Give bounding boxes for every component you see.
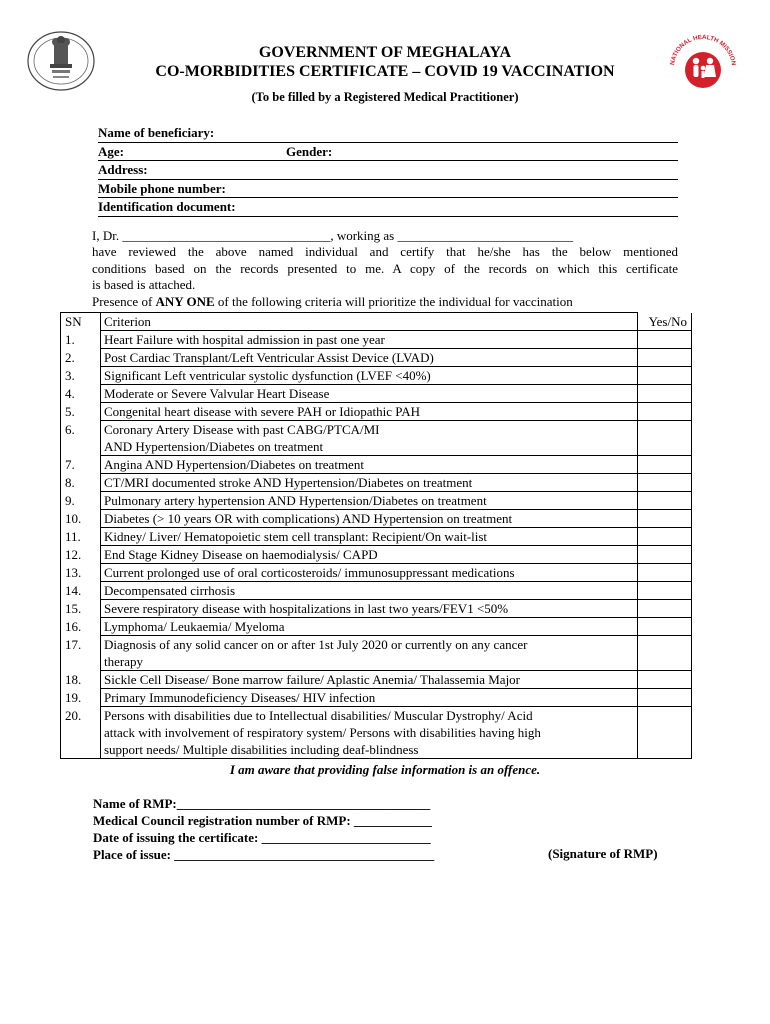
table-row [61,456,692,474]
criterion-cell [101,707,638,759]
criterion-cell [101,367,638,385]
beneficiary-fields [98,124,678,217]
yes-no-cell[interactable] [638,385,692,403]
criterion-text: Diagnosis of any solid cancer on or after 1st July 2020 or currently on any cancer [104,637,528,652]
table-row [61,618,692,636]
certification-paragraph [92,228,678,310]
criterion-cell [101,689,638,707]
rmp-registration-field[interactable]: Medical Council registration number of RMP: ____________ [93,813,432,828]
table-header-row [61,313,692,331]
row-number: 9. [61,492,101,510]
certificate-title: CO-MORBIDITIES CERTIFICATE – COVID 19 VACCINATION [155,63,615,80]
criterion-text: Moderate or Severe Valvular Heart Disease [104,386,330,401]
criterion-text: CT/MRI documented stroke AND Hypertension/Diabetes on treatment [104,475,473,490]
table-row [61,385,692,403]
criterion-cell [101,331,638,349]
address-field[interactable] [98,161,678,180]
age-label: Age: [98,143,124,159]
criterion-text: Sickle Cell Disease/ Bone marrow failure/ Aplastic Anemia/ Thalassemia Major [104,672,521,687]
criterion-text: Congenital heart disease with severe PAH or Idiopathic PAH [104,404,421,419]
criterion-text: Lymphoma/ Leukaemia/ Myeloma [104,619,285,634]
row-number: 18. [61,671,101,689]
criterion-cell [101,546,638,564]
criterion-cell [101,403,638,421]
criterion-cell [101,510,638,528]
yes-no-cell[interactable] [638,582,692,600]
declaration-text: I am aware that providing false information is an offence. [229,762,541,777]
table-row [61,421,692,456]
beneficiary-name-field[interactable] [98,124,678,143]
criterion-cell [101,492,638,510]
row-number: 7. [61,456,101,474]
criterion-text: support needs/ Multiple disabilities including deaf-blindness [104,742,419,757]
table-row [61,582,692,600]
yes-no-cell[interactable] [638,528,692,546]
criterion-text: Post Cardiac Transplant/Left Ventricular Assist Device (LVAD) [104,350,434,365]
yes-no-cell[interactable] [638,474,692,492]
criterion-cell [101,349,638,367]
id-document-label: Identification document: [98,199,236,214]
criterion-text: Current prolonged use of oral corticosteroids/ immunosuppressant medications [104,565,515,580]
id-document-field[interactable] [98,198,678,217]
row-number: 4. [61,385,101,403]
age-gender-field[interactable] [98,143,678,162]
table-row [61,636,692,671]
table-row [61,528,692,546]
row-number: 10. [61,510,101,528]
table-row [61,349,692,367]
table-row [61,510,692,528]
row-number: 13. [61,564,101,582]
yes-no-cell[interactable] [638,349,692,367]
criterion-text: Significant Left ventricular systolic dysfunction (LVEF <40%) [104,368,431,383]
yes-no-cell[interactable] [638,600,692,618]
criterion-cell [101,618,638,636]
row-number: 2. [61,349,101,367]
criterion-cell [101,385,638,403]
table-row [61,707,692,759]
criterion-cell [101,564,638,582]
row-number: 11. [61,528,101,546]
paragraph-line: is based is attached. [92,277,196,293]
row-number: 15. [61,600,101,618]
yes-no-cell[interactable] [638,707,692,759]
row-number: 3. [61,367,101,385]
criterion-text: Severe respiratory disease with hospitalizations in last two years/FEV1 <50% [104,601,509,616]
page-title: GOVERNMENT OF MEGHALAYA [258,44,512,61]
criterion-cell [101,636,638,671]
criteria-table [60,312,692,759]
page-subtitle: (To be filled by a Registered Medical Practitioner) [251,90,519,104]
mobile-label: Mobile phone number: [98,180,226,196]
sn-header: SN [61,313,101,331]
table-row [61,474,692,492]
criterion-text: Decompensated cirrhosis [104,583,236,598]
row-number: 8. [61,474,101,492]
yes-no-cell[interactable] [638,618,692,636]
row-number: 1. [61,331,101,349]
criterion-cell [101,528,638,546]
table-row [61,331,692,349]
beneficiary-name-label: Name of beneficiary: [98,125,215,140]
row-number: 16. [61,618,101,636]
criterion-cell [101,421,638,456]
row-number: 12. [61,546,101,564]
yes-no-cell[interactable] [638,510,692,528]
criterion-text: attack with involvement of respiratory system/ Persons with disabilities having high [104,725,541,740]
doctor-line: I, Dr. ________________________________, working as ___________________________ [92,228,573,243]
criterion-text: Diabetes (> 10 years OR with complications) AND Hypertension on treatment [104,511,513,526]
criterion-text: Primary Immunodeficiency Diseases/ HIV infection [104,690,376,705]
paragraph-line: conditions based on the records presented to me. A copy of the records on which this certificate [92,260,678,276]
row-number: 20. [61,707,101,759]
yes-no-cell[interactable] [638,636,692,671]
yes-no-cell[interactable] [638,403,692,421]
address-label: Address: [98,162,148,177]
criterion-text: Kidney/ Liver/ Hematopoietic stem cell transplant: Recipient/On wait-list [104,529,488,544]
table-row [61,367,692,385]
criterion-text: Angina AND Hypertension/Diabetes on treatment [104,457,364,472]
gender-label: Gender: [286,143,333,159]
any-one-emphasis: ANY ONE [155,293,215,309]
paragraph-line: have reviewed the above named individual and certify that he/she has the below mentioned [92,244,678,260]
yes-no-cell[interactable] [638,331,692,349]
row-number: 5. [61,403,101,421]
criterion-text: AND Hypertension/Diabetes on treatment [104,439,324,454]
criterion-header: Criterion [101,313,638,331]
issue-date-field[interactable]: Date of issuing the certificate: __________________________ [93,830,431,845]
yes-no-cell[interactable] [638,421,692,456]
mobile-field[interactable] [98,180,678,199]
criterion-text: Coronary Artery Disease with past CABG/PTCA/MI [104,422,380,437]
table-row [61,564,692,582]
table-row [61,546,692,564]
criterion-text: Pulmonary artery hypertension AND Hypertension/Diabetes on treatment [104,493,487,508]
table-row [61,689,692,707]
criterion-text: Persons with disabilities due to Intellectual disabilities/ Muscular Dystrophy/ Acid [104,708,533,723]
criterion-text: Heart Failure with hospital admission in past one year [104,332,385,347]
row-number: 6. [61,421,101,456]
yes-no-cell[interactable] [638,456,692,474]
table-row [61,600,692,618]
yes-no-cell[interactable] [638,492,692,510]
yes-no-cell[interactable] [638,671,692,689]
criterion-text: therapy [104,654,143,669]
table-row [61,403,692,421]
nhm-arc-text: NATIONAL HEALTH MISSION [669,33,737,66]
criterion-cell [101,582,638,600]
criterion-cell [101,600,638,618]
yes-no-cell[interactable] [638,689,692,707]
criterion-cell [101,474,638,492]
yesno-header: Yes/No [638,313,692,331]
criterion-cell [101,456,638,474]
table-row [61,492,692,510]
table-row [61,671,692,689]
row-number: 19. [61,689,101,707]
row-number: 14. [61,582,101,600]
yes-no-cell[interactable] [638,564,692,582]
issue-place-field[interactable]: Place of issue: ________________________________________ [93,847,435,862]
row-number: 17. [61,636,101,671]
rmp-name-field[interactable]: Name of RMP:_______________________________________ [93,796,431,811]
rmp-signature-label: (Signature of RMP) [548,846,658,861]
criterion-text: End Stage Kidney Disease on haemodialysis/ CAPD [104,547,378,562]
criterion-cell [101,671,638,689]
yes-no-cell[interactable] [638,367,692,385]
yes-no-cell[interactable] [638,546,692,564]
criteria-intro: Presence of ANY ONE of the following criteria will prioritize the individual for vaccination [92,293,573,309]
